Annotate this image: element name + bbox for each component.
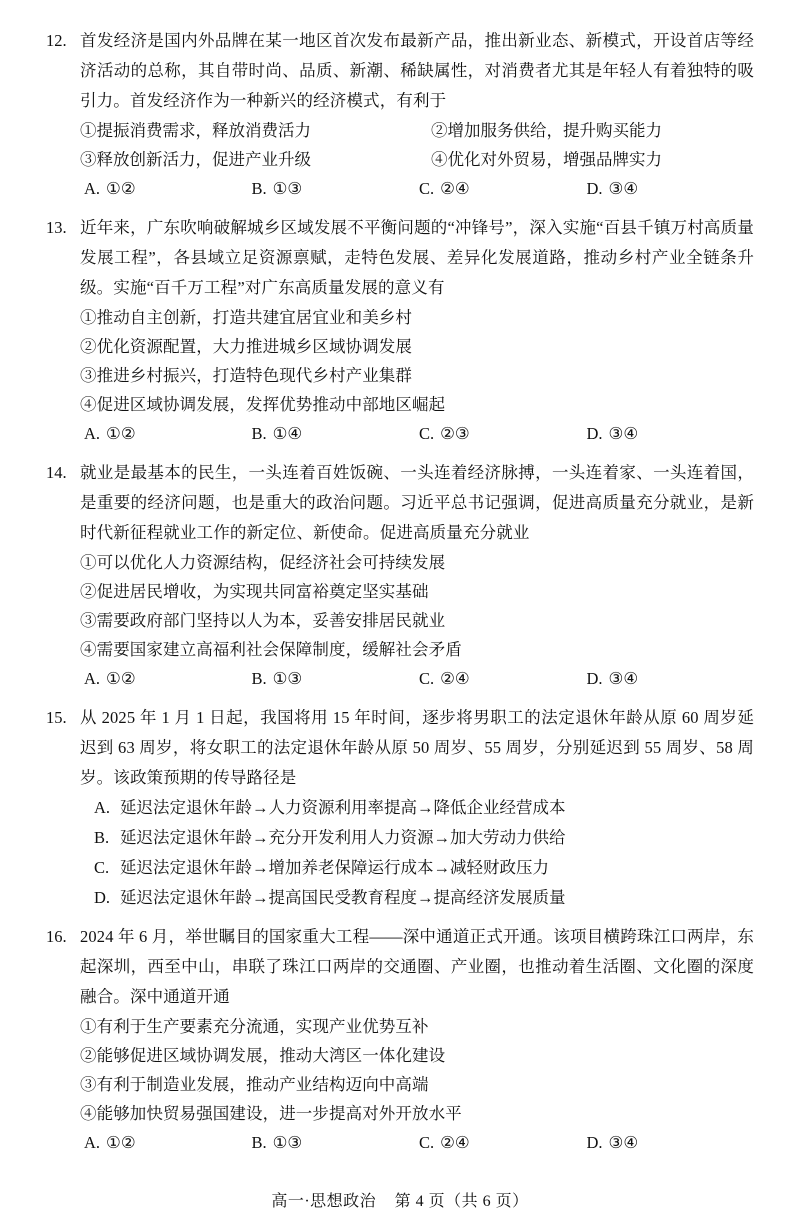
option-c[interactable] xyxy=(419,1128,587,1158)
option-d[interactable] xyxy=(587,664,755,694)
option-d-letter: D. xyxy=(586,669,603,688)
question-stem: 从 2025 年 1 月 1 日起，我国将用 15 年时间，逐步将男职工的法定退休年龄从原 60 周岁延迟到 63 周岁，将女职工的法定退休年龄从原 50 周岁、55 周岁，分别延迟到 55 周岁、58 周岁。该政策预期的传导路径是 xyxy=(80,708,754,787)
option-c[interactable] xyxy=(419,419,587,449)
option-a-text: ①② xyxy=(106,669,136,688)
option-c[interactable] xyxy=(94,853,754,883)
statement-2: ②能够促进区域协调发展，推动大湾区一体化建设 xyxy=(80,1046,446,1065)
statement-1: ①有利于生产要素充分流通，实现产业优势互补 xyxy=(80,1017,429,1036)
statement-3: ③推进乡村振兴，打造特色现代乡村产业集群 xyxy=(80,366,412,385)
statement-4: ④需要国家建立高福利社会保障制度，缓解社会矛盾 xyxy=(80,640,462,659)
option-b[interactable] xyxy=(94,823,754,853)
option-c-text: ②③ xyxy=(440,424,470,443)
question-item xyxy=(46,213,754,449)
option-b[interactable] xyxy=(252,419,420,449)
answer-options xyxy=(80,419,754,449)
option-b-letter: B. xyxy=(94,828,110,847)
option-b[interactable] xyxy=(252,174,420,204)
answer-options xyxy=(80,174,754,204)
statement-1: ①提振消费需求，释放消费活力 xyxy=(80,121,311,140)
question-number: 13. xyxy=(46,218,67,237)
option-a-text: ①② xyxy=(106,424,136,443)
option-b-text: ①③ xyxy=(272,669,303,688)
question-number: 14. xyxy=(46,463,67,482)
option-a-letter: A. xyxy=(84,1133,101,1152)
question-body xyxy=(80,213,754,449)
option-d-text: ③④ xyxy=(608,1133,639,1152)
option-c-text: 延迟法定退休年龄→增加养老保障运行成本→减轻财政压力 xyxy=(120,858,549,877)
option-c-text: ②④ xyxy=(440,1133,470,1152)
option-a[interactable] xyxy=(84,174,252,204)
question-statements xyxy=(80,145,754,174)
option-c-letter: C. xyxy=(419,424,435,443)
option-b-letter: B. xyxy=(251,1133,267,1152)
question-body xyxy=(80,703,754,913)
option-a[interactable] xyxy=(84,419,252,449)
option-a-text: 延迟法定退休年龄→人力资源利用率提高→降低企业经营成本 xyxy=(120,798,566,817)
option-b[interactable] xyxy=(252,664,420,694)
option-a-letter: A. xyxy=(84,179,101,198)
question-stem: 就业是最基本的民生，一头连着百姓饭碗、一头连着经济脉搏，一头连着家、一头连着国，是重要的经济问题，也是重大的政治问题。习近平总书记强调，促进高质量充分就业，是新时代新征程就业工作的新定位、新使命。促进高质量充分就业 xyxy=(80,463,754,542)
option-a[interactable] xyxy=(84,1128,252,1158)
answer-options xyxy=(80,793,754,913)
answer-options xyxy=(80,664,754,694)
question-number: 12. xyxy=(46,31,67,50)
option-d-text: ③④ xyxy=(608,179,639,198)
page-footer xyxy=(0,1188,800,1211)
option-a[interactable] xyxy=(84,664,252,694)
option-b-letter: B. xyxy=(251,179,267,198)
statement-4: ④优化对外贸易，增强品牌实力 xyxy=(431,150,662,169)
statement-3: ③释放创新活力，促进产业升级 xyxy=(80,150,311,169)
option-c-text: ②④ xyxy=(440,669,470,688)
option-b[interactable] xyxy=(252,1128,420,1158)
option-b-text: ①④ xyxy=(272,424,303,443)
answer-options xyxy=(80,1128,754,1158)
option-c-letter: C. xyxy=(94,858,110,877)
question-stem: 近年来，广东吹响破解城乡区域发展不平衡问题的“冲锋号”，深入实施“百县千镇万村高质量发展工程”，各县域立足资源禀赋，走特色发展、差异化发展道路，推动乡村产业全链条升级。实施“百千万工程”对广东高质量发展的意义有 xyxy=(80,218,754,297)
statement-1: ①可以优化人力资源结构，促经济社会可持续发展 xyxy=(80,553,446,572)
option-a-text: ①② xyxy=(106,179,136,198)
statement-3: ③有利于制造业发展，推动产业结构迈向中高端 xyxy=(80,1075,429,1094)
question-number: 15. xyxy=(46,708,67,727)
option-d[interactable] xyxy=(587,1128,755,1158)
option-c-text: ②④ xyxy=(440,179,470,198)
option-a-letter: A. xyxy=(94,798,111,817)
statement-2: ②促进居民增收，为实现共同富裕奠定坚实基础 xyxy=(80,582,429,601)
question-number: 16. xyxy=(46,927,67,946)
statement-4: ④促进区域协调发展，发挥优势推动中部地区崛起 xyxy=(80,395,446,414)
statement-3: ③需要政府部门坚持以人为本，妥善安排居民就业 xyxy=(80,611,446,630)
option-b-text: ①③ xyxy=(272,179,303,198)
footer-page-number: 第 4 页（共 6 页） xyxy=(394,1193,529,1210)
statement-1: ①推动自主创新，打造共建宜居宜业和美乡村 xyxy=(80,308,412,327)
option-a-text: ①② xyxy=(106,1133,136,1152)
question-stem: 2024 年 6 月，举世瞩目的国家重大工程——深中通道正式开通。该项目横跨珠江口两岸，东起深圳，西至中山，串联了珠江口两岸的交通圈、产业圈，也推动着生活圈、文化圈的深度融合。深中通道开通 xyxy=(80,927,754,1006)
option-d-text: 延迟法定退休年龄→提高国民受教育程度→提高经济发展质量 xyxy=(120,888,566,907)
question-item xyxy=(46,922,754,1158)
option-c-letter: C. xyxy=(419,669,435,688)
statement-4: ④能够加快贸易强国建设，进一步提高对外开放水平 xyxy=(80,1104,462,1123)
question-body xyxy=(80,26,754,204)
option-d-letter: D. xyxy=(586,1133,603,1152)
question-item xyxy=(46,703,754,913)
option-a-letter: A. xyxy=(84,424,101,443)
option-c-letter: C. xyxy=(419,1133,435,1152)
option-c-letter: C. xyxy=(419,179,435,198)
option-b-text: 延迟法定退休年龄→充分开发利用人力资源→加大劳动力供给 xyxy=(120,828,566,847)
question-item xyxy=(46,458,754,694)
question-item xyxy=(46,26,754,204)
option-d[interactable] xyxy=(587,174,755,204)
option-d-letter: D. xyxy=(586,179,603,198)
statement-2: ②优化资源配置，大力推进城乡区域协调发展 xyxy=(80,337,412,356)
option-d[interactable] xyxy=(94,883,754,913)
question-body xyxy=(80,458,754,694)
question-body xyxy=(80,922,754,1158)
option-c[interactable] xyxy=(419,174,587,204)
option-b-text: ①③ xyxy=(272,1133,303,1152)
option-b-letter: B. xyxy=(251,669,267,688)
option-c[interactable] xyxy=(419,664,587,694)
option-d-letter: D. xyxy=(94,888,111,907)
option-a[interactable] xyxy=(94,793,754,823)
option-d[interactable] xyxy=(587,419,755,449)
question-statements xyxy=(80,116,754,145)
footer-subject: 高一·思想政治 xyxy=(271,1193,377,1210)
option-d-text: ③④ xyxy=(608,669,639,688)
statement-2: ②增加服务供给，提升购买能力 xyxy=(431,121,662,140)
option-a-letter: A. xyxy=(84,669,101,688)
option-d-text: ③④ xyxy=(608,424,639,443)
option-d-letter: D. xyxy=(586,424,603,443)
option-b-letter: B. xyxy=(251,424,267,443)
question-stem: 首发经济是国内外品牌在某一地区首次发布最新产品，推出新业态、新模式，开设首店等经济活动的总称，其自带时尚、品质、新潮、稀缺属性，对消费者尤其是年轻人有着独特的吸引力。首发经济作为一种新兴的经济模式，有利于 xyxy=(80,31,754,110)
